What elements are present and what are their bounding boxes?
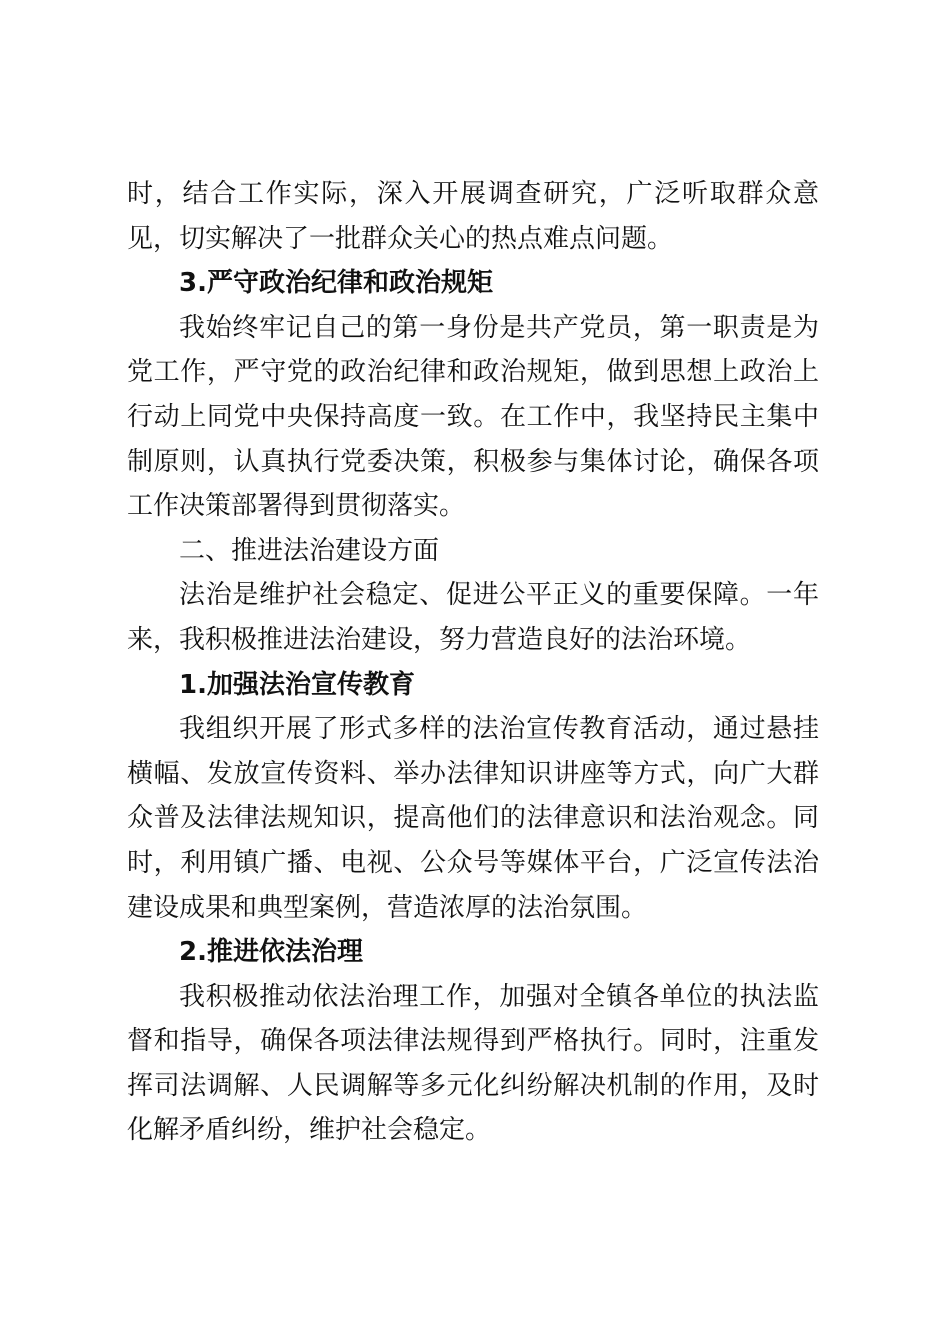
- paragraph-governance-by-law: 我积极推动依法治理工作，加强对全镇各单位的执法监督和指导，确保各项法律法规得到严格执行。同时，注重发挥司法调解、人民调解等多元化纠纷解决机制的作用，及时化解矛盾纠纷，维护社会稳定。: [127, 981, 819, 1146]
- paragraph-rule-of-law-intro: 法治是维护社会稳定、促进公平正义的重要保障。一年来，我积极推进法治建设，努力营造良好的法治环境。: [127, 580, 819, 655]
- paragraph-political-discipline: 我始终牢记自己的第一身份是共产党员，第一职责是为党工作，严守党的政治纪律和政治规矩，做到思想上政治上行动上同党中央保持高度一致。在工作中，我坚持民主集中制原则，认真执行党委决策，积极参与集体讨论，确保各项工作决策部署得到贯彻落实。: [127, 312, 819, 522]
- paragraph-continued: 时，结合工作实际，深入开展调查研究，广泛听取群众意见，切实解决了一批群众关心的热点难点问题。: [127, 179, 819, 254]
- section-heading-rule-of-law: 二、推进法治建设方面: [179, 535, 440, 566]
- paragraph-legal-education: 我组织开展了形式多样的法治宣传教育活动，通过悬挂横幅、发放宣传资料、举办法律知识讲座等方式，向广大群众普及法律法规知识，提高他们的法律意识和法治观念。同时，利用镇广播、电视、公众号等媒体平台，广泛宣传法治建设成果和典型案例，营造浓厚的法治氛围。: [127, 714, 819, 923]
- document-body: [127, 172, 819, 1153]
- subheading-political-discipline: 3.严守政治纪律和政治规矩: [179, 268, 493, 299]
- subheading-legal-education: 1.加强法治宣传教育: [179, 669, 415, 700]
- subheading-governance-by-law: 2.推进依法治理: [179, 937, 363, 968]
